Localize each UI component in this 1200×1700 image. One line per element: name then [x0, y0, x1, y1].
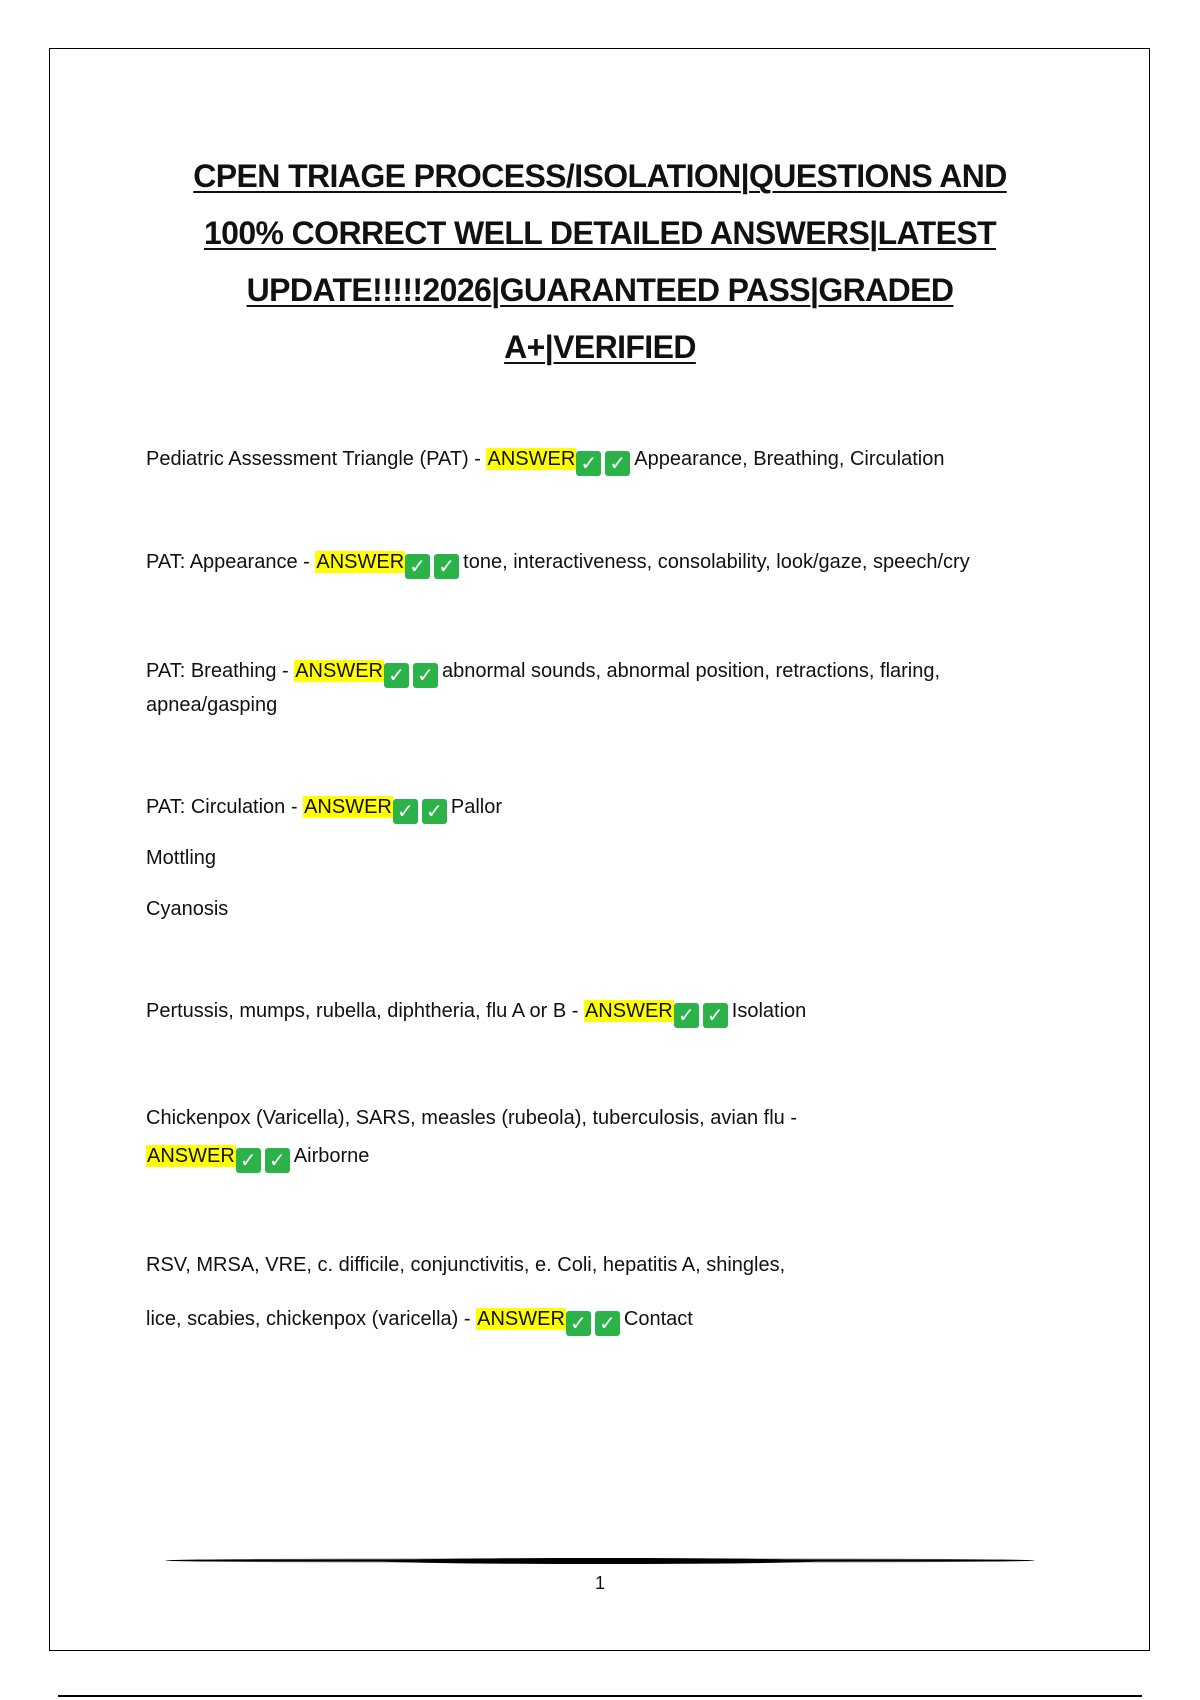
answer-text: Airborne: [293, 1145, 370, 1167]
check-mark-icon: ✓: [566, 1311, 591, 1336]
check-mark-icon: ✓: [674, 1003, 699, 1028]
check-mark-icon: ✓: [384, 663, 409, 688]
question-text: Chickenpox (Varicella), SARS, measles (rubeola), tuberculosis, avian flu -: [146, 1107, 798, 1129]
document-title: [95, 148, 1105, 376]
check-mark-icon: ✓: [405, 554, 430, 579]
check-mark-icon: ✓: [413, 663, 438, 688]
title-line-1: CPEN TRIAGE PROCESS/ISOLATION|QUESTIONS AND: [193, 158, 1007, 194]
answer-text: abnormal sounds, abnormal position, retractions, flaring, apnea/gasping: [146, 660, 941, 716]
answer-tag: ANSWER: [584, 1000, 673, 1022]
qa-item-contact: [146, 1238, 1066, 1346]
check-mark-icon: ✓: [595, 1311, 620, 1336]
title-line-3: UPDATE!!!!!2026|GUARANTEED PASS|GRADED: [246, 272, 954, 308]
answer-tag: ANSWER: [316, 551, 405, 573]
question-text: lice, scabies, chickenpox (varicella) -: [146, 1308, 477, 1330]
answer-tag: ANSWER: [147, 1145, 235, 1167]
qa-item-isolation: [146, 998, 1066, 1028]
qa-item-pat-circulation: [146, 794, 1066, 824]
footer-divider: [165, 1558, 1035, 1563]
question-text: PAT: Circulation -: [146, 796, 304, 818]
answer-tag: ANSWER: [487, 448, 576, 470]
answer-text: tone, interactiveness, consolability, look/gaze, speech/cry: [463, 551, 970, 573]
check-mark-icon: ✓: [265, 1148, 290, 1173]
answer-tag: ANSWER: [295, 660, 384, 682]
qa-item-pat-breathing: [146, 654, 1026, 722]
check-mark-icon: ✓: [393, 799, 418, 824]
bottom-edge-rule: [58, 1695, 1142, 1697]
qa-item-airborne: [146, 1099, 1066, 1175]
check-mark-icon: ✓: [605, 451, 630, 476]
question-text: PAT: Appearance -: [146, 551, 316, 573]
title-line-4: A+|VERIFIED: [504, 329, 696, 365]
check-mark-icon: ✓: [576, 451, 601, 476]
qa-item-pat: [146, 446, 1066, 476]
qa-item-pat-appearance: [146, 549, 1066, 579]
answer-tag: ANSWER: [304, 796, 392, 818]
check-mark-icon: ✓: [703, 1003, 728, 1028]
check-mark-icon: ✓: [422, 799, 447, 824]
title-line-2: 100% CORRECT WELL DETAILED ANSWERS|LATEST: [203, 215, 997, 251]
circulation-extra-cyanosis: Cyanosis: [146, 898, 229, 920]
question-text: PAT: Breathing -: [146, 660, 295, 682]
check-mark-icon: ✓: [236, 1148, 261, 1173]
answer-text: Isolation: [731, 1000, 807, 1022]
check-mark-icon: ✓: [434, 554, 459, 579]
answer-tag: ANSWER: [477, 1308, 565, 1330]
page-number: 1: [594, 1573, 605, 1593]
question-text: Pertussis, mumps, rubella, diphtheria, flu A or B -: [146, 1000, 584, 1022]
question-text: RSV, MRSA, VRE, c. difficile, conjunctivitis, e. Coli, hepatitis A, shingles,: [146, 1254, 786, 1276]
answer-text: Contact: [623, 1308, 693, 1330]
circulation-extra-mottling: Mottling: [146, 847, 217, 869]
answer-text: Pallor: [450, 796, 503, 818]
answer-text: Appearance, Breathing, Circulation: [634, 448, 945, 470]
question-text: Pediatric Assessment Triangle (PAT) -: [146, 448, 487, 470]
